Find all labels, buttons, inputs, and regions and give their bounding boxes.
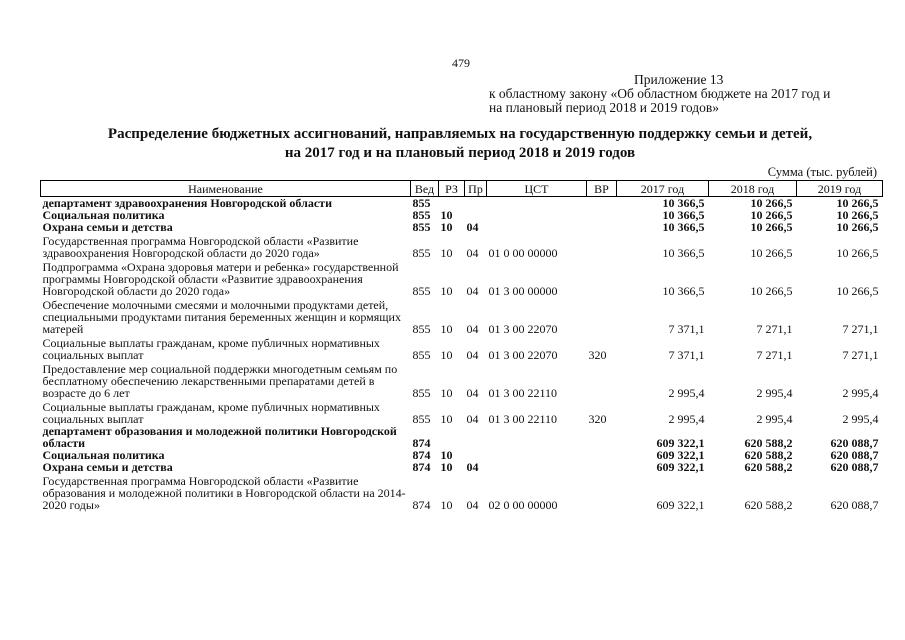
cell-ved: 874 [412, 448, 431, 462]
cell-2019: 620 088,7 [830, 460, 879, 474]
cell-pr [465, 197, 487, 210]
cell-2019: 620 088,7 [830, 436, 879, 450]
cell-2019: 10 266,5 [836, 284, 879, 298]
cell-name: Социальная политика [42, 448, 165, 462]
cell-cst [487, 197, 587, 210]
table-row [41, 425, 883, 449]
cell-pr: 04 [466, 246, 479, 260]
cell-2018: 10 266,5 [750, 196, 793, 210]
cell-ved: 855 [412, 322, 431, 336]
appendix-header [489, 73, 889, 115]
cell-2017: 609 322,1 [656, 460, 705, 474]
cell-ved: 855 [412, 196, 431, 210]
cell-name: Социальная политика [42, 208, 165, 222]
cell-rz [439, 425, 465, 449]
cell-2017: 2 995,4 [668, 412, 705, 426]
cell-rz: 10 [440, 348, 453, 362]
table-row [41, 221, 883, 233]
cell-2017: 609 322,1 [656, 448, 705, 462]
cell-pr: 04 [466, 348, 479, 362]
cell-rz: 10 [440, 498, 453, 512]
table-row [41, 335, 883, 361]
cell-cst [487, 425, 587, 449]
cell-2018: 2 995,4 [756, 412, 793, 426]
cell-vr: 320 [588, 348, 607, 362]
cell-ved: 855 [412, 386, 431, 400]
appendix-title: Приложение 13 [634, 72, 724, 87]
cell-2018: 10 266,5 [750, 284, 793, 298]
cell-2019: 10 266,5 [836, 246, 879, 260]
cell-name: Социальные выплаты гражданам, кроме публичных нормативных социальных выплат [42, 336, 380, 362]
cell-name: Государственная программа Новгородской области «Развитие образования и молодежной политики в Новгородской области на 2014-2020 годы» [42, 474, 406, 512]
table-row [41, 361, 883, 399]
cell-cst: 01 3 00 22070 [488, 348, 558, 362]
cell-cst: 01 0 00 00000 [488, 246, 558, 260]
cell-2019: 10 266,5 [836, 220, 879, 234]
cell-2017: 7 371,1 [668, 322, 705, 336]
cell-2018: 10 266,5 [750, 220, 793, 234]
table-row [41, 297, 883, 335]
cell-rz: 10 [440, 460, 453, 474]
cell-vr: 320 [588, 412, 607, 426]
cell-rz: 10 [440, 284, 453, 298]
cell-vr [587, 197, 617, 210]
cell-cst: 01 3 00 22110 [488, 386, 558, 400]
cell-vr [587, 297, 617, 335]
budget-table [40, 180, 883, 511]
table-row [41, 461, 883, 473]
cell-pr: 04 [466, 220, 479, 234]
cell-2017: 7 371,1 [668, 348, 705, 362]
cell-cst: 02 0 00 00000 [488, 498, 558, 512]
cell-2018: 2 995,4 [756, 386, 793, 400]
table-row [41, 233, 883, 259]
cell-cst: 01 3 00 22110 [488, 412, 558, 426]
cell-ved: 874 [412, 498, 431, 512]
col-header-vr: ВР [587, 181, 617, 197]
cell-2019: 10 266,5 [836, 208, 879, 222]
cell-pr: 04 [466, 412, 479, 426]
cell-ved: 855 [412, 208, 431, 222]
cell-2019: 2 995,4 [842, 386, 879, 400]
cell-ved: 874 [412, 436, 431, 450]
col-header-2019: 2019 год [797, 181, 883, 197]
table-row [41, 473, 883, 511]
cell-name: Государственная программа Новгородской области «Развитие здравоохранения Новгородской области до 2020 года» [42, 234, 359, 260]
table-row [41, 259, 883, 297]
cell-cst: 01 3 00 00000 [488, 284, 558, 298]
cell-ved: 855 [412, 220, 431, 234]
col-header-rz: РЗ [439, 181, 465, 197]
cell-2019: 620 088,7 [830, 448, 879, 462]
cell-ved: 874 [412, 460, 431, 474]
cell-2019: 10 266,5 [836, 196, 879, 210]
page-number: 479 [452, 56, 470, 70]
cell-pr [465, 425, 487, 449]
cell-2018: 620 588,2 [744, 460, 793, 474]
table-body [41, 197, 883, 512]
cell-name: Подпрограмма «Охрана здоровья матери и ребенка» государственной программы Новгородской области «Развитие здравоохранения Новгородской области до 2020 года» [42, 260, 399, 298]
appendix-law-ref: к областному закону «Об областном бюджете на 2017 год и [489, 86, 831, 101]
cell-2019: 7 271,1 [842, 322, 879, 336]
cell-2018: 620 588,2 [744, 448, 793, 462]
cell-ved: 855 [412, 348, 431, 362]
cell-vr [587, 209, 617, 221]
cell-cst [487, 461, 587, 473]
cell-vr [587, 361, 617, 399]
cell-2018: 620 588,2 [744, 436, 793, 450]
cell-rz: 10 [440, 448, 453, 462]
table-row [41, 399, 883, 425]
cell-pr: 04 [466, 322, 479, 336]
cell-2018: 7 271,1 [756, 348, 793, 362]
cell-rz: 10 [440, 246, 453, 260]
cell-name: департамент здравоохранения Новгородской области [42, 196, 332, 210]
cell-vr [587, 233, 617, 259]
cell-name: Охрана семьи и детства [42, 220, 173, 234]
cell-2018: 620 588,2 [744, 498, 793, 512]
col-header-2017: 2017 год [617, 181, 709, 197]
table-header-row [41, 181, 883, 197]
cell-name: Обеспечение молочными смесями и молочными продуктами детей, специальными продуктами питания беременных женщин и кормящих матерей [42, 298, 401, 336]
cell-cst [487, 449, 587, 461]
cell-2017: 10 366,5 [662, 208, 705, 222]
cell-name: департамент образования и молодежной политики Новгородской области [42, 424, 397, 450]
cell-2019: 2 995,4 [842, 412, 879, 426]
col-header-ved: Вед [411, 181, 439, 197]
title-line-1: Распределение бюджетных ассигнований, направляемых на государственную поддержку семьи и детей, [107, 126, 813, 142]
cell-vr [587, 259, 617, 297]
cell-vr [587, 473, 617, 511]
cell-ved: 855 [412, 246, 431, 260]
cell-cst: 01 3 00 22070 [488, 322, 558, 336]
cell-cst [487, 221, 587, 233]
cell-vr [587, 449, 617, 461]
cell-cst [487, 209, 587, 221]
cell-pr: 04 [466, 498, 479, 512]
cell-pr: 04 [466, 284, 479, 298]
cell-2019: 620 088,7 [830, 498, 879, 512]
cell-2017: 609 322,1 [656, 436, 705, 450]
cell-2017: 10 366,5 [662, 246, 705, 260]
cell-2017: 10 366,5 [662, 220, 705, 234]
cell-vr [587, 221, 617, 233]
cell-2017: 609 322,1 [656, 498, 705, 512]
appendix-period: на плановый период 2018 и 2019 годов» [489, 100, 720, 115]
cell-ved: 855 [412, 412, 431, 426]
cell-rz: 10 [440, 220, 453, 234]
units-label: Сумма (тыс. рублей) [767, 165, 877, 179]
cell-2018: 10 266,5 [750, 208, 793, 222]
title-line-2: на 2017 год и на плановый период 2018 и 2019 годов [284, 145, 636, 161]
cell-rz: 10 [440, 208, 453, 222]
cell-2019: 7 271,1 [842, 348, 879, 362]
col-header-cst: ЦСТ [487, 181, 587, 197]
cell-name: Предоставление мер социальной поддержки многодетным семьям по бесплатному обеспечению лекарственными препаратами детей в возрасте до 6 лет [42, 362, 398, 400]
cell-2017: 10 366,5 [662, 284, 705, 298]
cell-pr: 04 [466, 386, 479, 400]
document-title [40, 125, 880, 163]
cell-ved: 855 [412, 284, 431, 298]
cell-2017: 10 366,5 [662, 196, 705, 210]
cell-pr: 04 [466, 460, 479, 474]
cell-vr [587, 461, 617, 473]
col-header-2018: 2018 год [709, 181, 797, 197]
cell-rz: 10 [440, 322, 453, 336]
cell-name: Охрана семьи и детства [42, 460, 173, 474]
cell-vr [587, 425, 617, 449]
cell-2018: 10 266,5 [750, 246, 793, 260]
cell-rz: 10 [440, 386, 453, 400]
col-header-pr: Пр [465, 181, 487, 197]
cell-name: Социальные выплаты гражданам, кроме публичных нормативных социальных выплат [42, 400, 380, 426]
cell-rz: 10 [440, 412, 453, 426]
col-header-name: Наименование [41, 181, 411, 197]
cell-2018: 7 271,1 [756, 322, 793, 336]
cell-2017: 2 995,4 [668, 386, 705, 400]
